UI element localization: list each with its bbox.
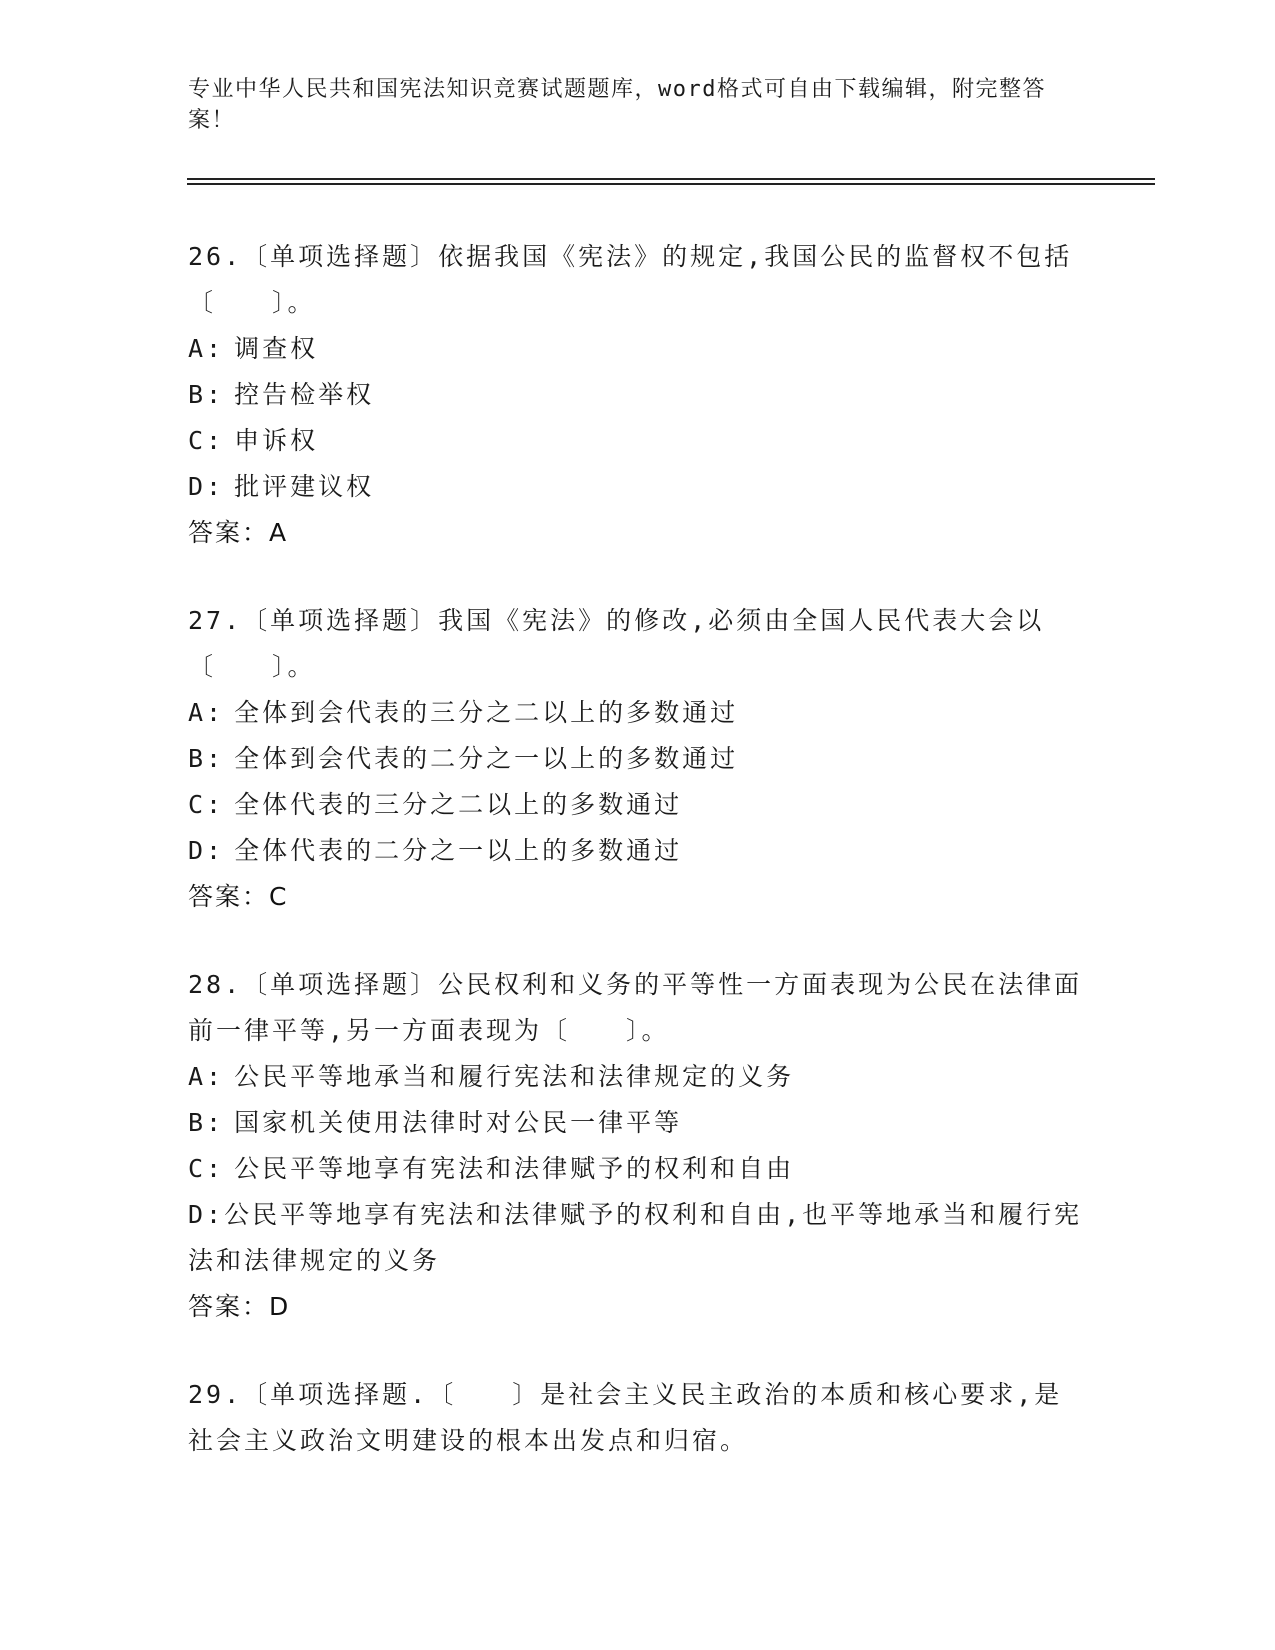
option-text: 公民平等地享有宪法和法律赋予的权利和自由 (234, 1154, 795, 1183)
option-letter: A: (188, 334, 225, 363)
question-stem: 29.〔单项选择题.〔 〕是社会主义民主政治的本质和核心要求,是社会主义政治文明建设的根本出发点和归宿。 (188, 1380, 1063, 1455)
option-letter: C: (188, 790, 225, 819)
document-header: 专业中华人民共和国宪法知识竞赛试题题库，word格式可自由下载编辑，附完整答案！ (188, 77, 1046, 133)
option-a (188, 690, 1088, 736)
question-stem: 26.〔单项选择题〕依据我国《宪法》的规定,我国公民的监督权不包括〔 〕。 (188, 242, 1073, 317)
option-text: 全体代表的二分之一以上的多数通过 (234, 836, 683, 865)
answer-line: 答案：A (188, 518, 289, 547)
option-letter: C: (188, 426, 225, 455)
option-d (188, 828, 1088, 874)
question-27 (188, 598, 1088, 920)
answer-line: 答案：D (188, 1292, 291, 1321)
option-letter: D: (188, 836, 225, 865)
option-b (188, 1100, 1088, 1146)
option-letter: B: (188, 1108, 225, 1137)
option-letter: D: (188, 472, 225, 501)
question-stem: 27.〔单项选择题〕我国《宪法》的修改,必须由全国人民代表大会以〔 〕。 (188, 606, 1045, 681)
option-a (188, 1054, 1088, 1100)
option-text: 全体到会代表的二分之一以上的多数通过 (234, 744, 739, 773)
question-26 (188, 234, 1088, 556)
option-letter: B: (188, 380, 225, 409)
question-29 (188, 1372, 1088, 1464)
header-divider-bottom (187, 183, 1155, 185)
option-c (188, 1146, 1088, 1192)
option-b (188, 736, 1088, 782)
option-letter: B: (188, 744, 225, 773)
option-letter: A: (188, 698, 225, 727)
answer-line: 答案：C (188, 882, 289, 911)
option-d (188, 464, 1088, 510)
option-text: 调查权 (234, 334, 319, 363)
option-letter: C: (188, 1154, 225, 1183)
option-text: 全体代表的三分之二以上的多数通过 (234, 790, 683, 819)
option-text: 公民平等地承当和履行宪法和法律规定的义务 (234, 1062, 795, 1091)
header-divider-top (187, 178, 1155, 180)
option-c (188, 418, 1088, 464)
question-28 (188, 962, 1088, 1330)
option-letter: D: (188, 1200, 225, 1229)
option-d (188, 1192, 1088, 1284)
option-text: 全体到会代表的三分之二以上的多数通过 (234, 698, 739, 727)
option-c (188, 782, 1088, 828)
option-text: 国家机关使用法律时对公民一律平等 (234, 1108, 683, 1137)
option-a (188, 326, 1088, 372)
option-letter: A: (188, 1062, 225, 1091)
option-text: 申诉权 (234, 426, 319, 455)
question-stem: 28.〔单项选择题〕公民权利和义务的平等性一方面表现为公民在法律面前一律平等,另一方面表现为〔 〕。 (188, 970, 1083, 1045)
option-text: 公民平等地享有宪法和法律赋予的权利和自由,也平等地承当和履行宪法和法律规定的义务 (188, 1200, 1083, 1275)
option-b (188, 372, 1088, 418)
option-text: 批评建议权 (234, 472, 375, 501)
option-text: 控告检举权 (234, 380, 375, 409)
